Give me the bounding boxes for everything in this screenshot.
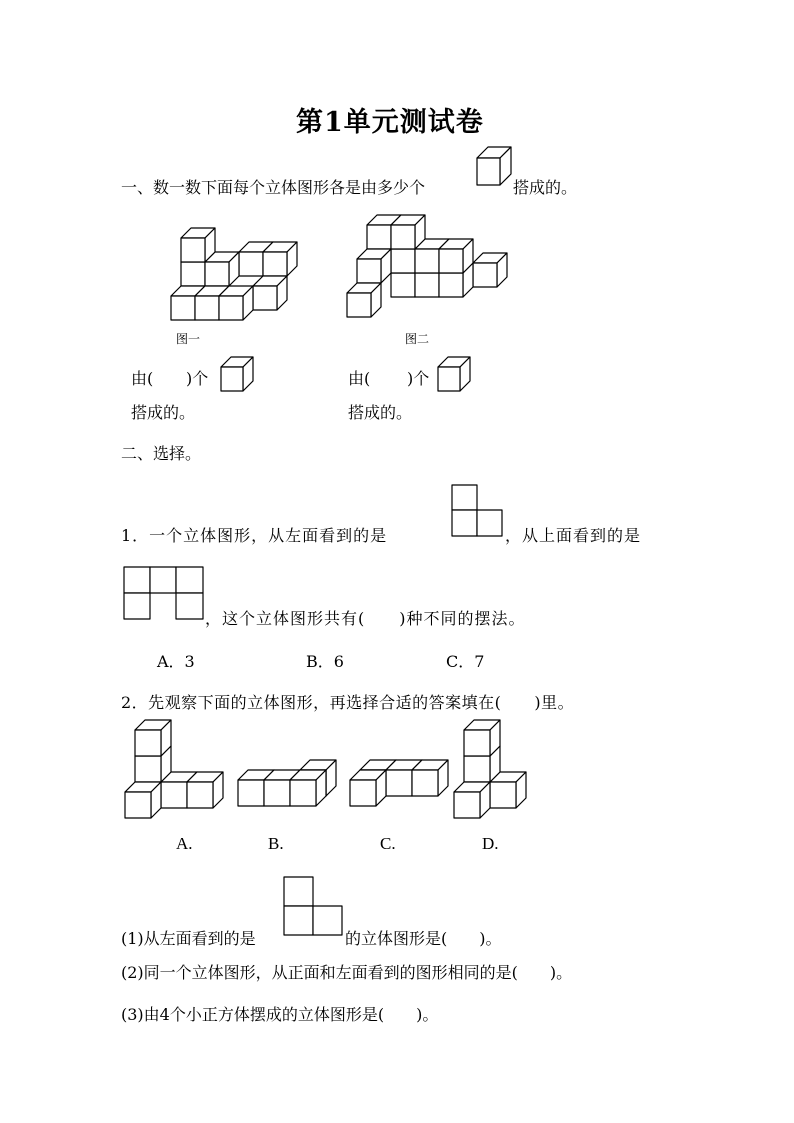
- cube-block: [454, 782, 490, 818]
- q2-text: 2．先观察下面的立体图形，再选择合适的答案填在( )里。: [121, 693, 575, 712]
- blank2-suffix: )个: [407, 369, 430, 388]
- q2-figure-b: [236, 746, 346, 810]
- cube-block: [412, 760, 448, 796]
- q2-label-a: A.: [176, 834, 193, 853]
- section1-heading-part2: 搭成的。: [513, 178, 578, 197]
- figure2-caption: 图二: [405, 332, 430, 346]
- q1-option-c: C．7: [446, 652, 485, 671]
- sub2-text: (2)同一个立体图形，从正面和左面看到的图形相同的是( )。: [121, 963, 573, 982]
- q2-label-b: B.: [268, 834, 284, 853]
- sub1-text-part2: 的立体图形是( )。: [345, 929, 502, 948]
- blank2-prefix: 由(: [348, 369, 371, 388]
- page-title: 第1单元测试卷: [296, 107, 484, 138]
- q1-text-line2: ，这个立体图形共有( )种不同的摆法。: [205, 609, 526, 628]
- cube-block: [357, 249, 391, 283]
- section1-heading-part1: 一、数一数下面每个立体图形各是由多少个: [121, 178, 426, 197]
- cube-block: [135, 720, 171, 756]
- q2-figure-d: [452, 732, 542, 822]
- cube-block: [253, 276, 287, 310]
- q1-text-part2: ，从上面看到的是: [505, 526, 642, 545]
- q2-label-c: C.: [380, 834, 396, 853]
- cube-block: [181, 228, 215, 262]
- q1-option-a: A．3: [157, 652, 195, 671]
- cube-block: [391, 215, 425, 249]
- figure1-cube-stack: [165, 220, 305, 325]
- cube-block: [125, 782, 161, 818]
- cube-block: [464, 720, 500, 756]
- tail2: 搭成的。: [348, 403, 413, 422]
- cube-icon: [437, 356, 477, 394]
- cube-block: [347, 283, 381, 317]
- cube-block: [473, 253, 507, 287]
- cube-block: [350, 770, 386, 806]
- figure1-caption: 图一: [176, 332, 201, 346]
- sub1-text-part1: (1)从左面看到的是: [121, 929, 256, 948]
- cube-block: [439, 239, 473, 273]
- cube-icon: [220, 356, 260, 394]
- left-view-shape-2: [283, 876, 345, 938]
- blank1-suffix: )个: [186, 369, 209, 388]
- cube-block: [290, 770, 326, 806]
- sub3-text: (3)由4个小正方体摆成的立体图形是( )。: [121, 1005, 439, 1024]
- figure2-cube-stack: [343, 205, 483, 325]
- top-view-shape: [123, 566, 207, 622]
- q1-option-b: B．6: [306, 652, 344, 671]
- cube-block: [219, 286, 253, 320]
- cube-icon: [476, 146, 516, 188]
- cube-block: [187, 772, 223, 808]
- tail1: 搭成的。: [131, 403, 196, 422]
- left-view-shape: [451, 484, 505, 540]
- q2-label-d: D.: [482, 834, 499, 853]
- cube-block: [263, 242, 297, 276]
- q1-text-part1: 1．一个立体图形，从左面看到的是: [121, 526, 388, 545]
- q2-figure-c: [348, 746, 448, 810]
- section2-heading: 二、选择。: [121, 444, 202, 463]
- blank1-prefix: 由(: [131, 369, 154, 388]
- q2-figure-a: [122, 732, 232, 822]
